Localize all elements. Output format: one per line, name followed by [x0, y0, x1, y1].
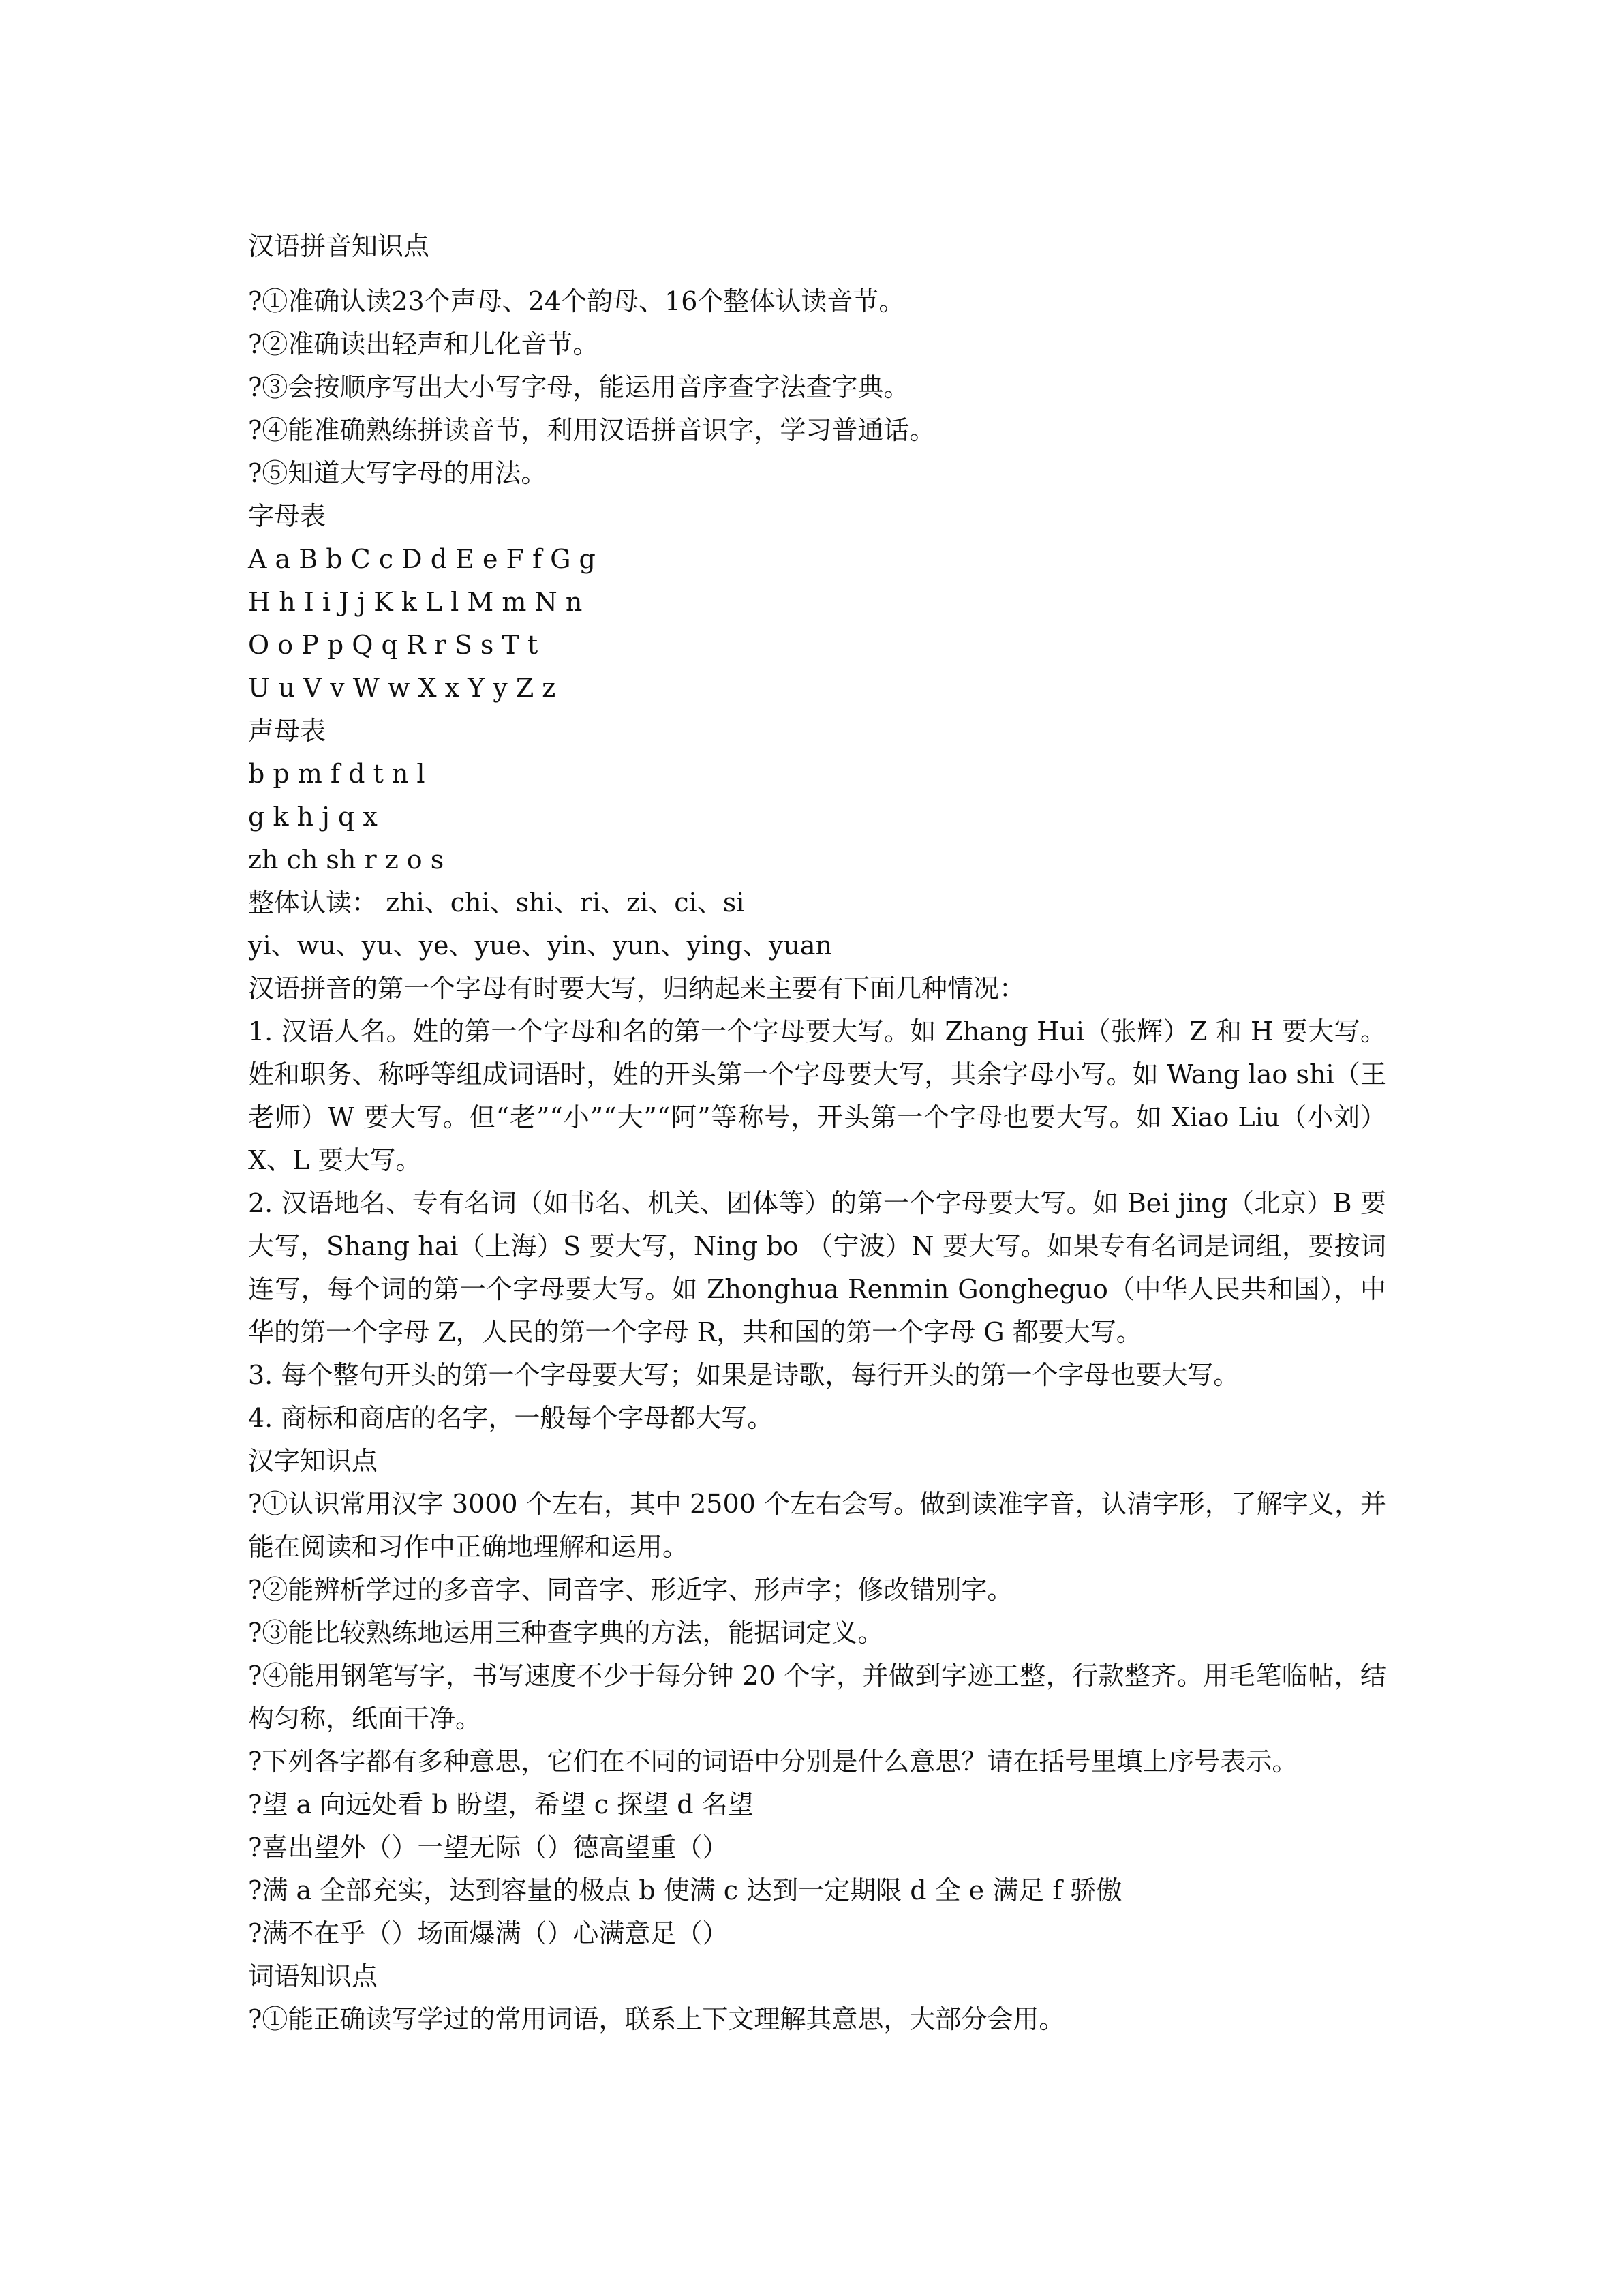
whole-syllables-row: 整体认读： zhi、chi、shi、ri、zi、ci、si	[248, 888, 745, 918]
alphabet-row: A a B b C c D d E e F f G g	[248, 544, 596, 574]
rule-paragraph-4: 4. 商标和商店的名字，一般每个字母都大写。	[248, 1403, 774, 1433]
initials-row: g k h j q x	[248, 802, 378, 832]
text-line: ?⑤知道大写字母的用法。	[248, 458, 547, 488]
exercise-line: ?满 a 全部充实，达到容量的极点 b 使满 c 达到一定期限 d 全 e 满足 f 骄傲	[248, 1875, 1122, 1905]
text-paragraph: ?④能用钢笔写字，书写速度不少于每分钟 20 个字，并做到字迹工整，行款整齐。用毛笔临帖，结构匀称，纸面干净。	[248, 1661, 1386, 1734]
whole-syllables-row: yi、wu、yu、ye、yue、yin、yun、ying、yuan	[248, 931, 832, 961]
text-line: ?②准确读出轻声和儿化音节。	[248, 329, 599, 359]
text-paragraph: ?①认识常用汉字 3000 个左右，其中 2500 个左右会写。做到读准字音，认清字形，了解字义，并能在阅读和习作中正确地理解和运用。	[248, 1489, 1386, 1562]
subheading-alphabet: 字母表	[248, 501, 326, 531]
rule-paragraph-3: 3. 每个整句开头的第一个字母要大写；如果是诗歌，每行开头的第一个字母也要大写。	[248, 1360, 1240, 1390]
text-line: ?①能正确读写学过的常用词语，联系上下文理解其意思，大部分会用。	[248, 2004, 1065, 2034]
alphabet-row: H h I i J j K k L l M m N n	[248, 587, 583, 617]
text-line: ?①准确认读23个声母、24个韵母、16个整体认读音节。	[248, 286, 905, 316]
section-heading-pinyin: 汉语拼音知识点	[248, 231, 430, 261]
exercise-line: ?喜出望外（）一望无际（）德高望重（）	[248, 1832, 729, 1862]
text-line: ?④能准确熟练拼读音节，利用汉语拼音识字，学习普通话。	[248, 415, 936, 445]
document-body	[248, 225, 1386, 2041]
initials-row: zh ch sh r z o s	[248, 845, 444, 875]
rule-paragraph-1: 1. 汉语人名。姓的第一个字母和名的第一个字母要大写。如 Zhang Hui（张辉）Z 和 H 要大写。姓和职务、称呼等组成词语时，姓的开头第一个字母要大写，其余字母小写。如 Wang lao shi（王老师）W 要大写。但“老”“小”“大”“阿”等称号，开头第一个字母也要大写。如 Xiao Liu（小刘）X、L 要大写。	[248, 1016, 1386, 1175]
text-line: ?③能比较熟练地运用三种查字典的方法，能据词定义。	[248, 1618, 884, 1648]
section-heading-hanzi: 汉字知识点	[248, 1446, 378, 1476]
exercise-instruction: ?下列各字都有多种意思，它们在不同的词语中分别是什么意思？请在括号里填上序号表示。	[248, 1747, 1298, 1777]
exercise-line: ?满不在乎（）场面爆满（）心满意足（）	[248, 1918, 729, 1948]
rule-paragraph-2: 2. 汉语地名、专有名词（如书名、机关、团体等）的第一个字母要大写。如 Bei jing（北京）B 要大写，Shang hai（上海）S 要大写，Ning bo （宁波）N 要大写。如果专有名词是词组，要按词连写，每个词的第一个字母要大写。如 Zhonghua Renmin Gongheguo（中华人民共和国），中华的第一个字母 Z，人民的第一个字母 R，共和国的第一个字母 G 都要大写。	[248, 1188, 1386, 1347]
subheading-initials: 声母表	[248, 716, 326, 746]
alphabet-row: U u V v W w X x Y y Z z	[248, 673, 556, 703]
alphabet-row: O o P p Q q R r S s T t	[248, 630, 538, 660]
text-line: ?③会按顺序写出大小写字母，能运用音序查字法查字典。	[248, 372, 910, 402]
section-heading-words: 词语知识点	[248, 1961, 378, 1991]
initials-row: b p m f d t n l	[248, 759, 425, 789]
exercise-line: ?望 a 向远处看 b 盼望，希望 c 探望 d 名望	[248, 1789, 754, 1819]
text-line: 汉语拼音的第一个字母有时要大写，归纳起来主要有下面几种情况：	[248, 973, 1026, 1003]
text-line: ?②能辨析学过的多音字、同音字、形近字、形声字；修改错别字。	[248, 1575, 1013, 1605]
